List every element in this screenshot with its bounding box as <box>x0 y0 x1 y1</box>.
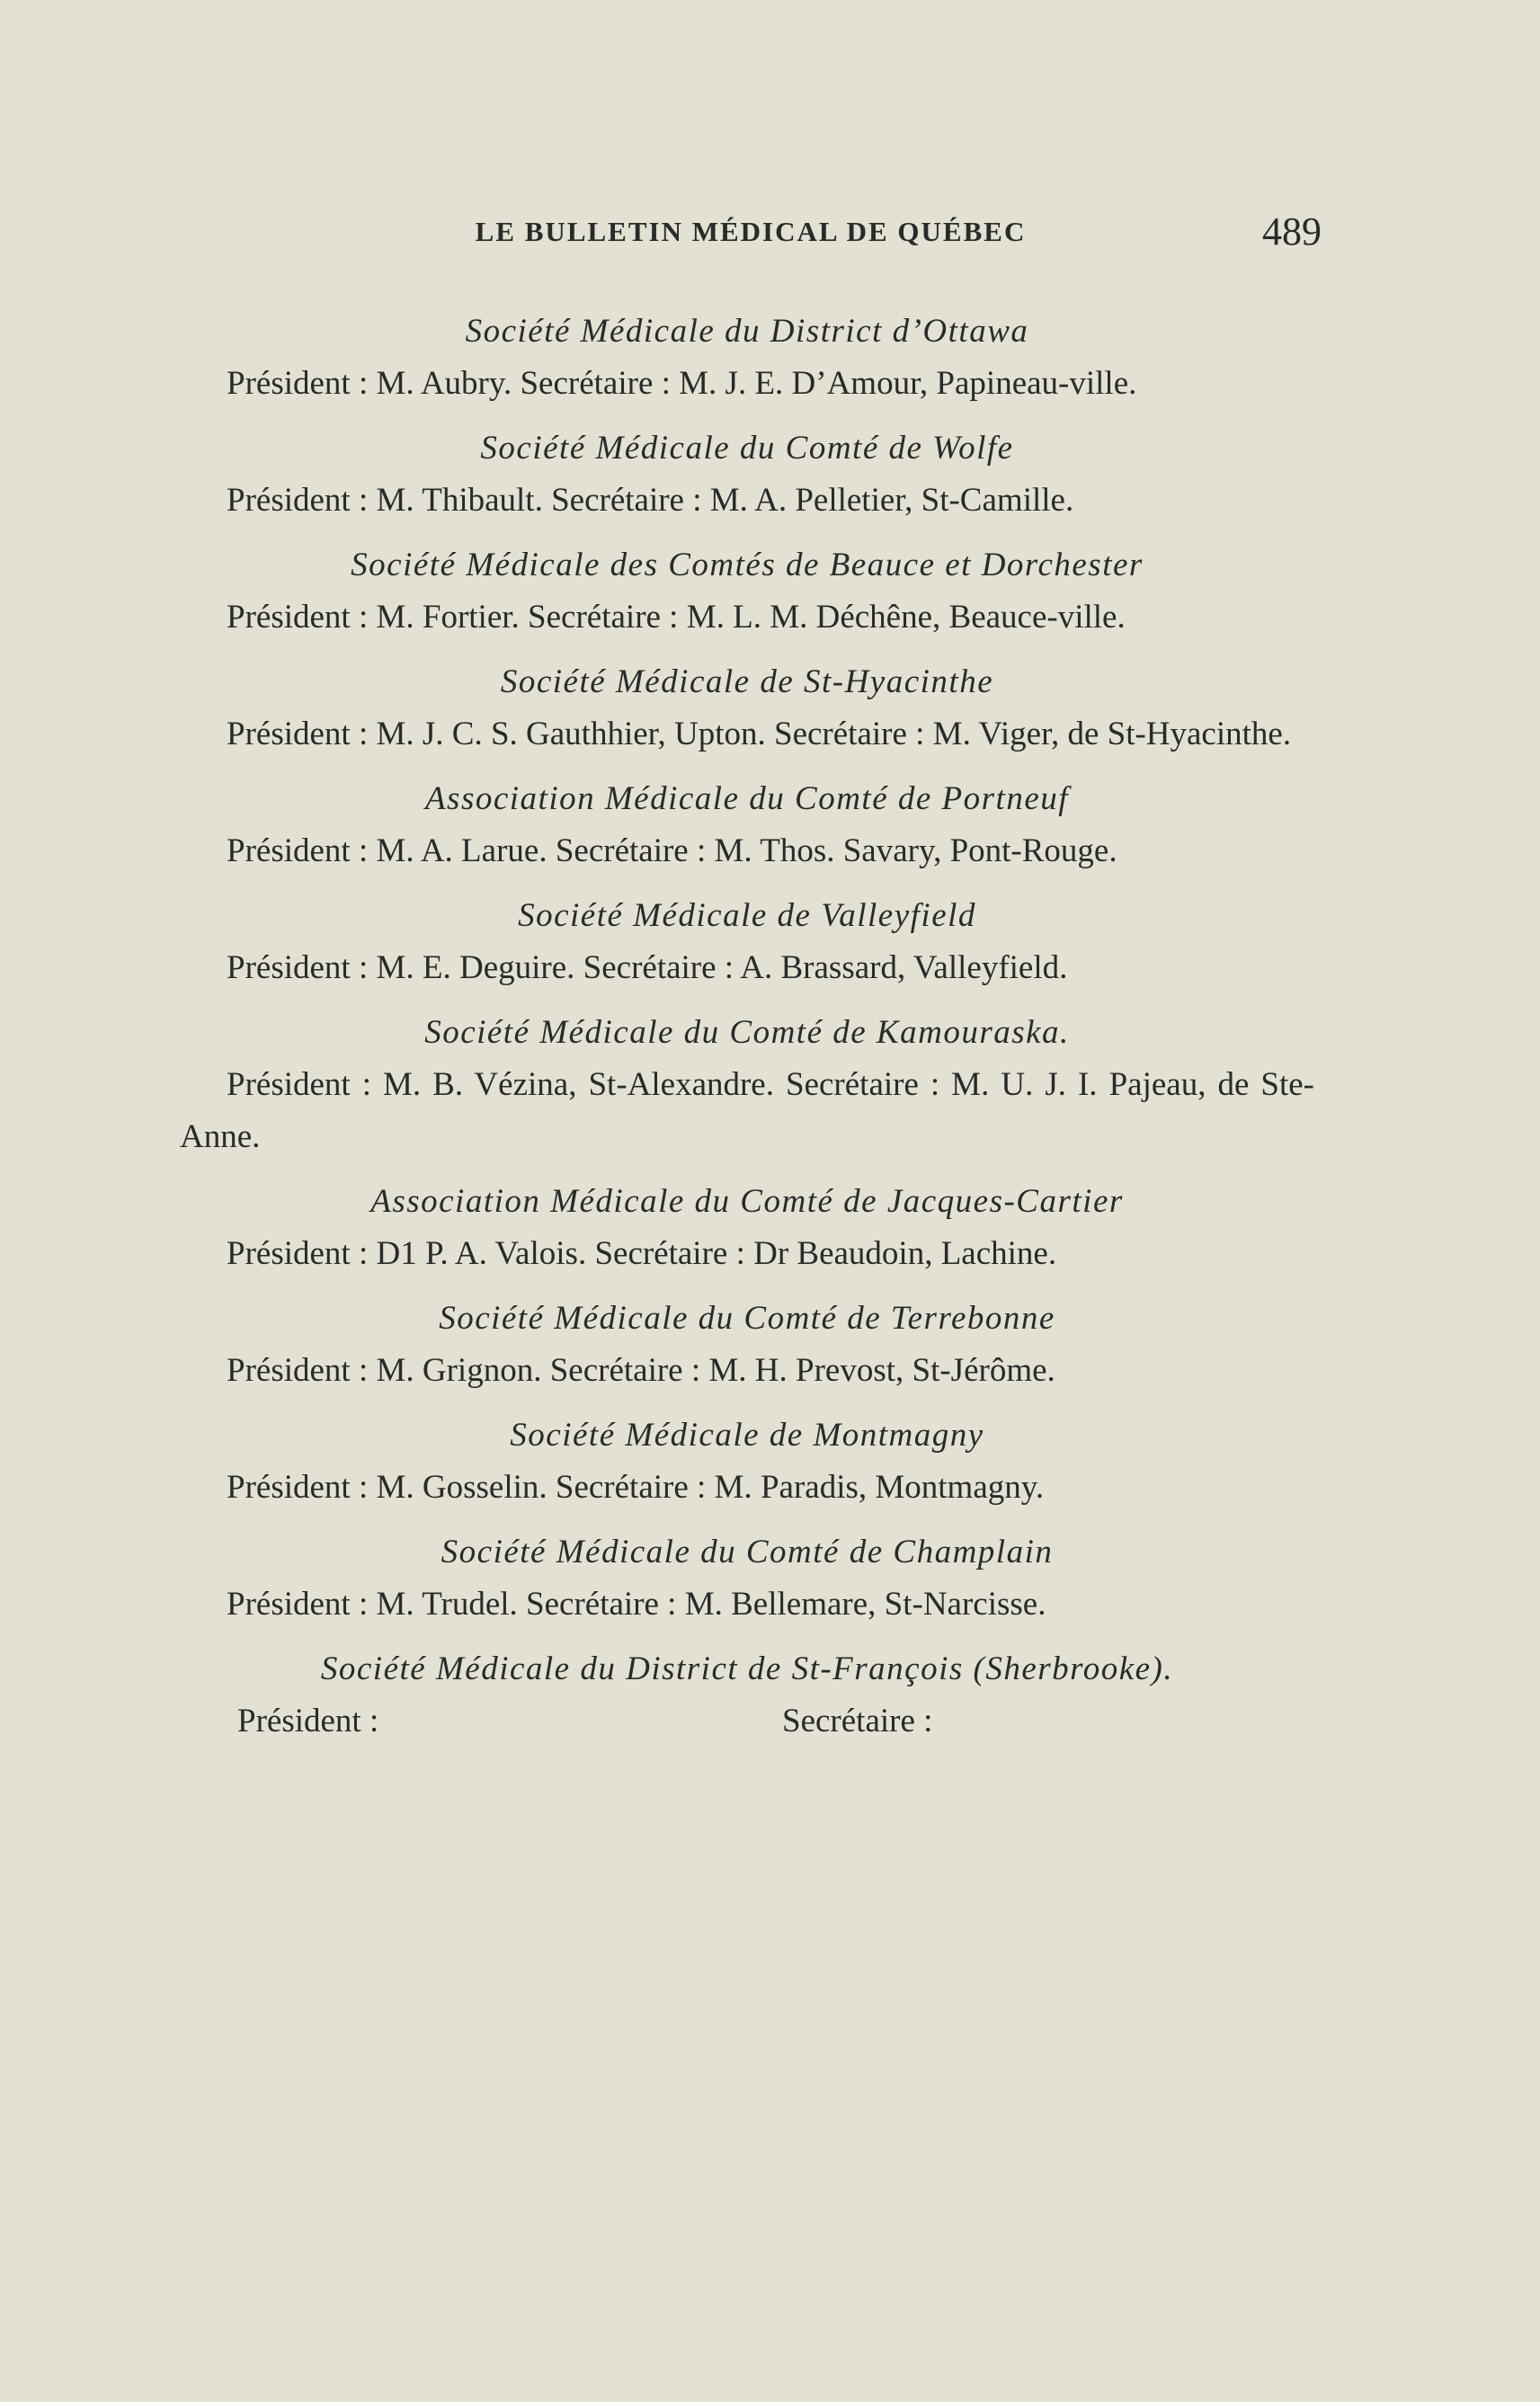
society-title: Société Médicale du Comté de Kamouraska. <box>424 1014 1070 1051</box>
society-entry <box>180 656 1314 761</box>
running-head <box>180 209 1322 261</box>
society-entry <box>180 423 1314 527</box>
society-officers: Président : M. B. Vézina, St-Alexandre. Secrétaire : M. U. J. I. Pajeau, de Ste-Anne. <box>180 1066 1314 1155</box>
society-title: Société Médicale des Comtés de Beauce et Dorchester <box>351 547 1144 583</box>
society-officers: Président : M. Grignon. Secrétaire : M. H. Prevost, St-Jérôme. <box>227 1352 1055 1389</box>
society-title: Association Médicale du Comté de Jacques-Cartier <box>370 1183 1124 1220</box>
society-entry <box>180 1176 1314 1280</box>
society-officers: Président : M. Trudel. Secrétaire : M. Bellemare, St-Narcisse. <box>227 1586 1046 1623</box>
society-entry-last <box>180 1643 1314 1748</box>
society-officers: Président : M. Aubry. Secrétaire : M. J. E. D’Amour, Papineau-ville. <box>227 365 1137 402</box>
society-officers: Président : M. Fortier. Secrétaire : M. L. M. Déchêne, Beauce-ville. <box>227 599 1126 636</box>
society-title: Société Médicale du District d’Ottawa <box>465 313 1029 350</box>
society-entry <box>180 539 1314 644</box>
society-title: Association Médicale du Comté de Portneuf <box>424 780 1070 817</box>
society-officers-blank <box>180 1695 1314 1748</box>
society-title: Société Médicale de Montmagny <box>510 1417 984 1454</box>
society-officers: Président : M. J. C. S. Gauthhier, Upton. Secrétaire : M. Viger, de St-Hyacinthe. <box>227 716 1292 752</box>
society-title: Société Médicale du Comté de Champlain <box>441 1534 1054 1570</box>
society-entry <box>180 1007 1314 1163</box>
society-title: Société Médicale du District de St-François (Sherbrooke). <box>320 1650 1174 1687</box>
society-entry <box>180 306 1314 410</box>
society-entry <box>180 1410 1314 1514</box>
society-title: Société Médicale du Comté de Wolfe <box>480 430 1014 467</box>
society-list <box>180 306 1314 1748</box>
society-entry <box>180 773 1314 877</box>
society-title: Société Médicale du Comté de Terrebonne <box>439 1300 1055 1337</box>
society-officers: Président : M. Gosselin. Secrétaire : M. Paradis, Montmagny. <box>227 1469 1045 1506</box>
secretary-label: Secrétaire : <box>782 1703 933 1739</box>
society-entry <box>180 1293 1314 1397</box>
society-title: Société Médicale de St-Hyacinthe <box>500 663 994 700</box>
society-officers: Président : D1 P. A. Valois. Secrétaire : Dr Beaudoin, Lachine. <box>227 1235 1057 1272</box>
society-officers: Président : M. E. Deguire. Secrétaire : A. Brassard, Valleyfield. <box>227 949 1068 986</box>
page-number: 489 <box>1262 209 1322 254</box>
society-entry <box>180 1526 1314 1631</box>
society-officers: Président : M. Thibault. Secrétaire : M. A. Pelletier, St-Camille. <box>227 482 1074 519</box>
society-entry <box>180 890 1314 994</box>
running-title: LE BULLETIN MÉDICAL DE QUÉBEC <box>475 216 1027 247</box>
president-label: Président : <box>237 1703 379 1739</box>
society-officers: Président : M. A. Larue. Secrétaire : M. Thos. Savary, Pont-Rouge. <box>227 832 1117 869</box>
society-title: Société Médicale de Valleyfield <box>518 897 976 934</box>
